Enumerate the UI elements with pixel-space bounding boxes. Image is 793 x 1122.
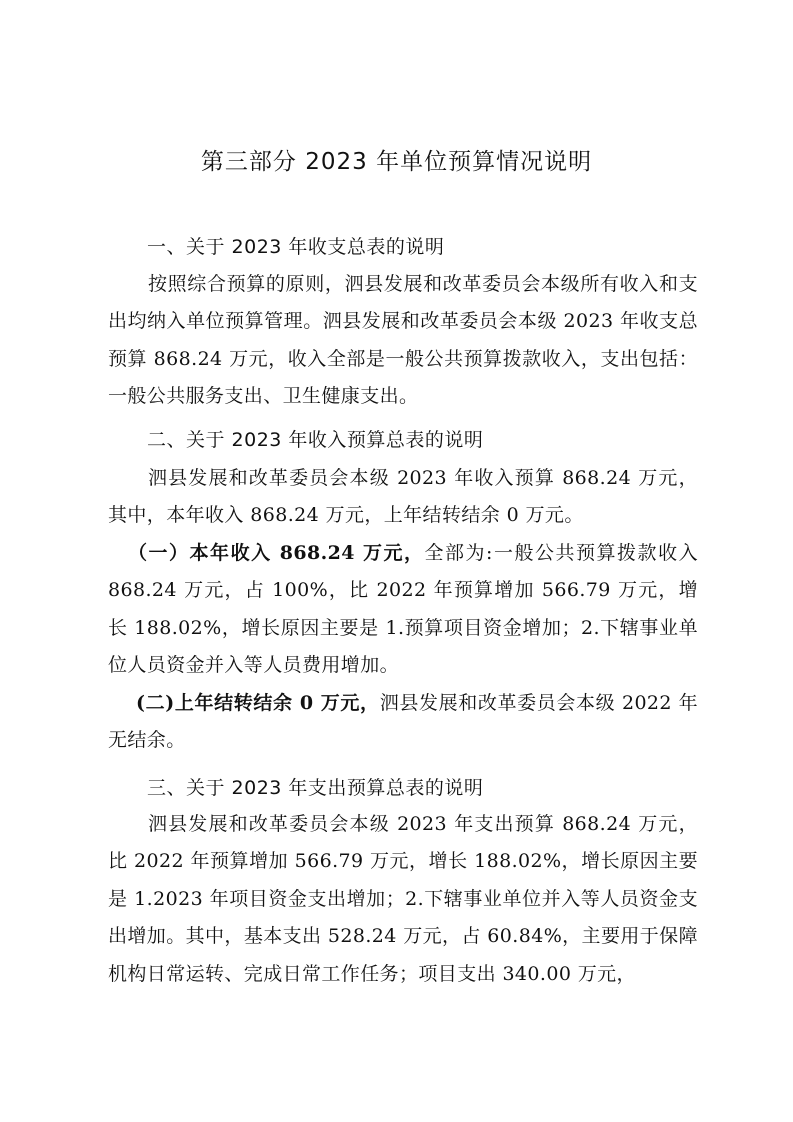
item-1-lead: （一）本年收入 868.24 万元，: [128, 542, 425, 564]
section-1-heading: 一、关于 2023 年收支总表的说明: [147, 236, 445, 258]
item-2-text: 泗县发展和改革委员会本级 2022 年无结余。: [108, 692, 698, 752]
section-2-paragraph: 泗县发展和改革委员会本级 2023 年收入预算 868.24 万元，其中，本年收入 868.24 万元，上年结转结余 0 万元。: [108, 467, 698, 527]
section-2-heading: 二、关于 2023 年收入预算总表的说明: [147, 429, 484, 451]
section-3-paragraph: 泗县发展和改革委员会本级 2023 年支出预算 868.24 万元，比 2022 年预算增加 566.79 万元，增长 188.02%，增长原因主要是 1.2023 年项目资金支出增加；2.下辖事业单位并入等人员资金支出增加。其中，基本支出 528.24 万元，占 60.84%，主要用于保障机构日常运转、完成日常工作任务；项目支出 340.00 万元，: [108, 813, 698, 985]
section-3-heading: 三、关于 2023 年支出预算总表的说明: [147, 777, 484, 799]
section-2-item-2: [108, 685, 698, 760]
section-2-item-1: [108, 535, 698, 685]
item-1-text: 全部为:一般公共预算拨款收入 868.24 万元，占 100%，比 2022 年预算增加 566.79 万元，增长 188.02%，增长原因主要是 1.预算项目资金增加；2.下辖事业单位人员资金并入等人员费用增加。: [108, 542, 698, 677]
page-title: 第三部分 2023 年单位预算情况说明: [200, 149, 593, 175]
section-1-paragraph: 按照综合预算的原则，泗县发展和改革委员会本级所有收入和支出均纳入单位预算管理。泗县发展和改革委员会本级 2023 年收支总预算 868.24 万元，收入全部是一般公共预算拨款收入，支出包括：一般公共服务支出、卫生健康支出。: [108, 273, 698, 408]
item-2-lead: (二)上年结转结余 0 万元，: [136, 692, 380, 714]
